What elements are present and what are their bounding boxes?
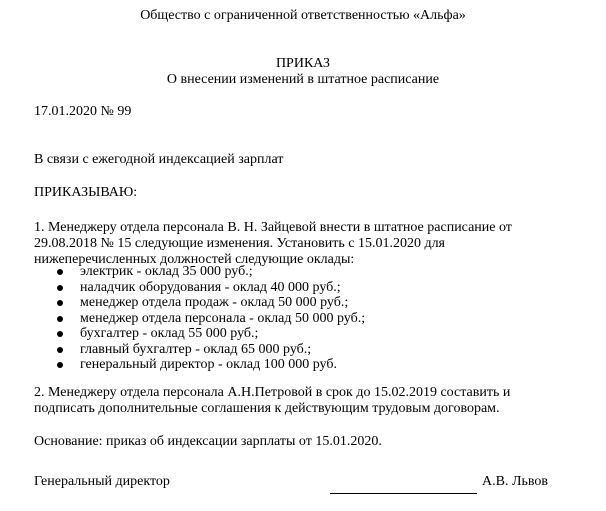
salary-list-item [56, 342, 365, 358]
salary-list-item [56, 295, 365, 311]
item2-line: подписать дополнительные соглашения к действующим трудовым договорам. [34, 401, 500, 416]
item1-line: 1. Менеджеру отдела персонала В. Н. Зайцевой внести в штатное расписание от [34, 220, 512, 235]
bullet-icon [57, 269, 63, 275]
salary-item-text: бухгалтер - оклад 55 000 руб.; [80, 326, 259, 341]
bullet-icon [57, 362, 63, 368]
salary-item-text: генеральный директор - оклад 100 000 руб. [80, 357, 337, 372]
salary-list-item [56, 264, 365, 280]
bullet-icon [57, 285, 63, 291]
salary-list-item [56, 326, 365, 342]
bullet-icon [57, 316, 63, 322]
order-word: ПРИКАЗЫВАЮ: [34, 185, 138, 200]
salary-item-text: электрик - оклад 35 000 руб.; [80, 264, 253, 279]
salary-item-text: менеджер отдела персонала - оклад 50 000 руб.; [80, 310, 366, 326]
document-subject: О внесении изменений в штатное расписание [166, 72, 440, 87]
salary-list-item [56, 311, 365, 327]
item1-line: нижеперечисленных должностей следующие оклады: [34, 252, 355, 267]
salary-item-text: наладчик оборудования - оклад 40 000 руб.; [80, 279, 341, 295]
date-and-number: 17.01.2020 № 99 [34, 104, 132, 119]
item2-line: 2. Менеджеру отдела персонала А.Н.Петровой в срок до 15.02.2019 составить и [34, 385, 511, 400]
item1-line: 29.08.2018 № 15 следующие изменения. Установить с 15.01.2020 для [34, 236, 445, 251]
salary-list [56, 264, 365, 373]
bullet-icon [57, 347, 63, 353]
bullet-icon [57, 300, 63, 306]
signer-name: А.В. Львов [482, 474, 548, 489]
signature-line [330, 493, 477, 494]
document-title: ПРИКАЗ [275, 56, 331, 71]
preamble-text: В связи с ежегодной индексацией зарплат [34, 152, 284, 167]
organization-name: Общество с ограниченной ответственностью «Альфа» [140, 8, 466, 23]
salary-item-text: главный бухгалтер - оклад 65 000 руб.; [80, 341, 312, 357]
salary-item-text: менеджер отдела продаж - оклад 50 000 руб.; [80, 295, 349, 310]
salary-list-item [56, 280, 365, 296]
signer-position: Генеральный директор [34, 474, 170, 489]
salary-list-item [56, 357, 365, 373]
basis-text: Основание: приказ об индексации зарплаты от 15.01.2020. [34, 434, 382, 449]
bullet-icon [57, 331, 63, 337]
